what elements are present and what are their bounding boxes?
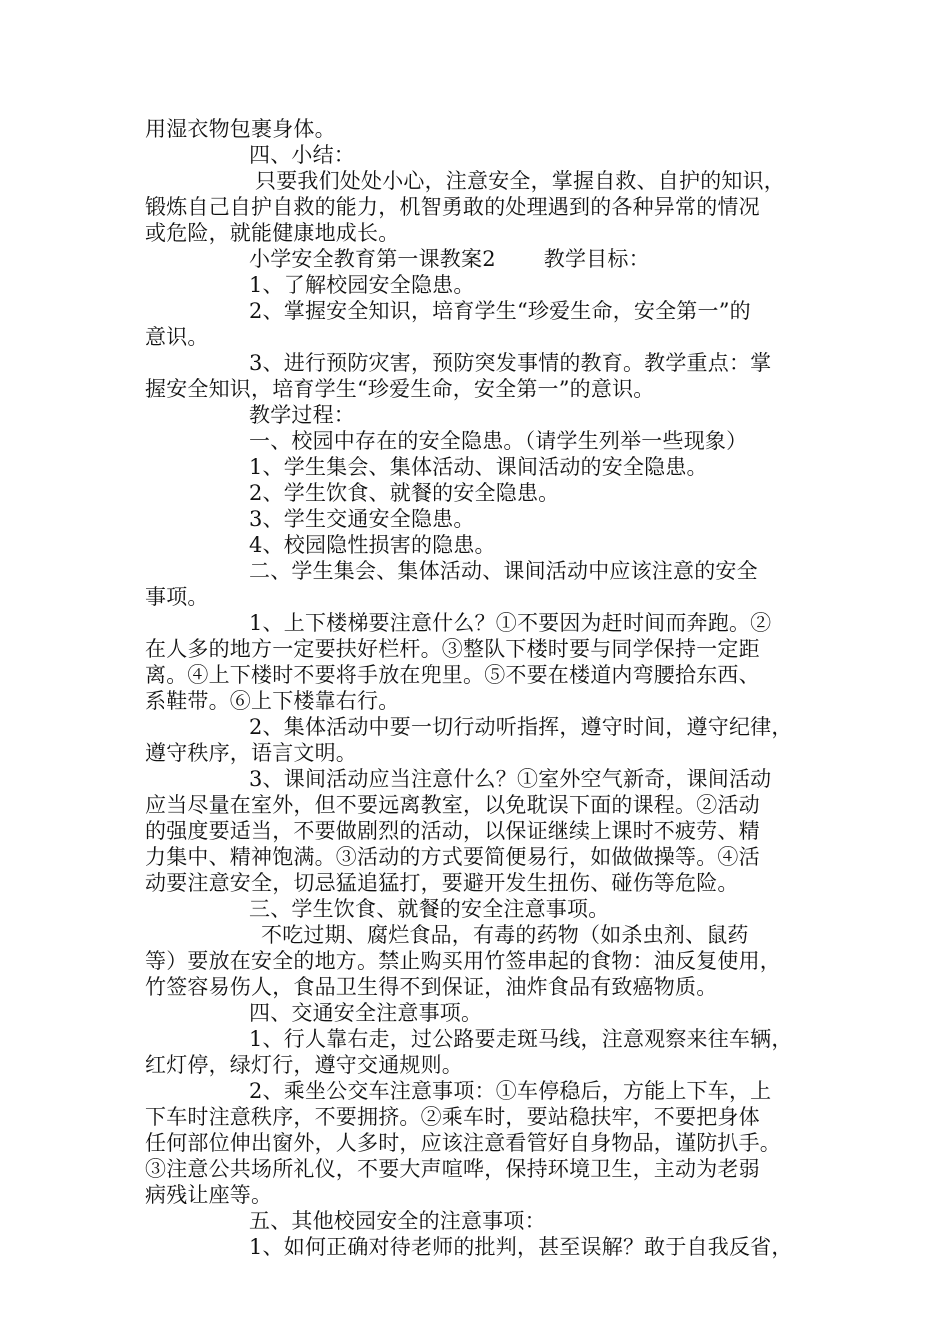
text-line: 4、校园隐性损害的隐患。 bbox=[249, 533, 496, 557]
text-line: 不吃过期、腐烂食品，有毒的药物（如杀虫剂、鼠药 bbox=[261, 923, 749, 947]
text-line: 竹签容易伤人，食品卫生得不到保证，油炸食品有致癌物质。 bbox=[145, 975, 718, 999]
section-heading: 三、学生饮食、就餐的安全注意事项。 bbox=[249, 897, 610, 921]
section-heading: 四、小结： bbox=[249, 143, 355, 167]
lesson-title: 小学安全教育第一课教案2 bbox=[249, 247, 496, 271]
text-line: 下车时注意秩序，不要拥挤。②乘车时，要站稳扶牢，不要把身体 bbox=[145, 1105, 760, 1129]
section-heading: 一、校园中存在的安全隐患。（请学生列举一些现象） bbox=[249, 429, 748, 453]
text-line: 遵守秩序，语言文明。 bbox=[145, 741, 357, 765]
text-line: 只要我们处处小心，注意安全，掌握自救、自护的知识， bbox=[255, 169, 785, 193]
section-heading: 四、交通安全注意事项。 bbox=[249, 1001, 483, 1025]
text-line: 系鞋带。⑥上下楼靠右行。 bbox=[145, 689, 400, 713]
text-line: 的强度要适当，不要做剧烈的活动，以保证继续上课时不疲劳、精 bbox=[145, 819, 760, 843]
text-line: 或危险，就能健康地成长。 bbox=[145, 221, 400, 245]
text-line: 离。④上下楼时不要将手放在兜里。⑤不要在楼道内弯腰拾东西、 bbox=[145, 663, 760, 687]
text-line: 1、上下楼梯要注意什么？①不要因为赶时间而奔跑。② bbox=[249, 611, 772, 635]
text-line: 事项。 bbox=[145, 585, 209, 609]
section-heading: 教学过程： bbox=[249, 403, 355, 427]
text-line: 应当尽量在室外，但不要远离教室，以免耽误下面的课程。②活动 bbox=[145, 793, 760, 817]
text-line: 用湿衣物包裹身体。 bbox=[145, 117, 336, 141]
text-line: 1、了解校园安全隐患。 bbox=[249, 273, 475, 297]
text-line: 等）要放在安全的地方。禁止购买用竹签串起的食物：油反复使用， bbox=[145, 949, 781, 973]
text-line: 1、如何正确对待老师的批判，甚至误解？敢于自我反省， bbox=[249, 1235, 793, 1259]
document-body bbox=[145, 116, 817, 1260]
text-line: 红灯停，绿灯行，遵守交通规则。 bbox=[145, 1053, 463, 1077]
text-line: 力集中、精神饱满。③活动的方式要简便易行，如做做操等。④活 bbox=[145, 845, 760, 869]
text-line: 2、集体活动中要一切行动听指挥，遵守时间，遵守纪律， bbox=[249, 715, 793, 739]
text-line: 握安全知识，培育学生“珍爱生命，安全第一”的意识。 bbox=[145, 377, 655, 401]
text-line: 1、学生集会、集体活动、课间活动的安全隐患。 bbox=[249, 455, 708, 479]
text-line: 2、学生饮食、就餐的安全隐患。 bbox=[249, 481, 560, 505]
text-line: 任何部位伸出窗外，人多时，应该注意看管好自身物品，谨防扒手。 bbox=[145, 1131, 781, 1155]
text-line: 1、行人靠右走，过公路要走斑马线，注意观察来往车辆， bbox=[249, 1027, 793, 1051]
text-line: 2、乘坐公交车注意事项：①车停稳后，方能上下车，上 bbox=[249, 1079, 772, 1103]
text-line: 3、学生交通安全隐患。 bbox=[249, 507, 475, 531]
text-line: 3、课间活动应当注意什么？①室外空气新奇，课间活动 bbox=[249, 767, 772, 791]
section-heading: 二、学生集会、集体活动、课间活动中应该注意的安全 bbox=[249, 559, 758, 583]
text-line: 3、进行预防灾害，预防突发事情的教育。教学重点：掌 bbox=[249, 351, 772, 375]
objectives-heading: 教学目标： bbox=[543, 247, 650, 271]
text-line: 动要注意安全，切忌猛追猛打，要避开发生扭伤、碰伤等危险。 bbox=[145, 871, 739, 895]
text-line: 病残让座等。 bbox=[145, 1183, 273, 1207]
text-line: 2、掌握安全知识，培育学生“珍爱生命，安全第一”的 bbox=[249, 299, 751, 323]
text-line: 意识。 bbox=[145, 325, 209, 349]
text-line: 在人多的地方一定要扶好栏杆。③整队下楼时要与同学保持一定距 bbox=[145, 637, 760, 661]
section-heading: 五、其他校园安全的注意事项： bbox=[249, 1209, 546, 1233]
lesson-title-line bbox=[145, 246, 817, 272]
text-line: 锻炼自己自护自救的能力，机智勇敢的处理遇到的各种异常的情况 bbox=[145, 195, 760, 219]
text-line: ③注意公共场所礼仪，不要大声喧哗，保持环境卫生，主动为老弱 bbox=[145, 1157, 760, 1181]
